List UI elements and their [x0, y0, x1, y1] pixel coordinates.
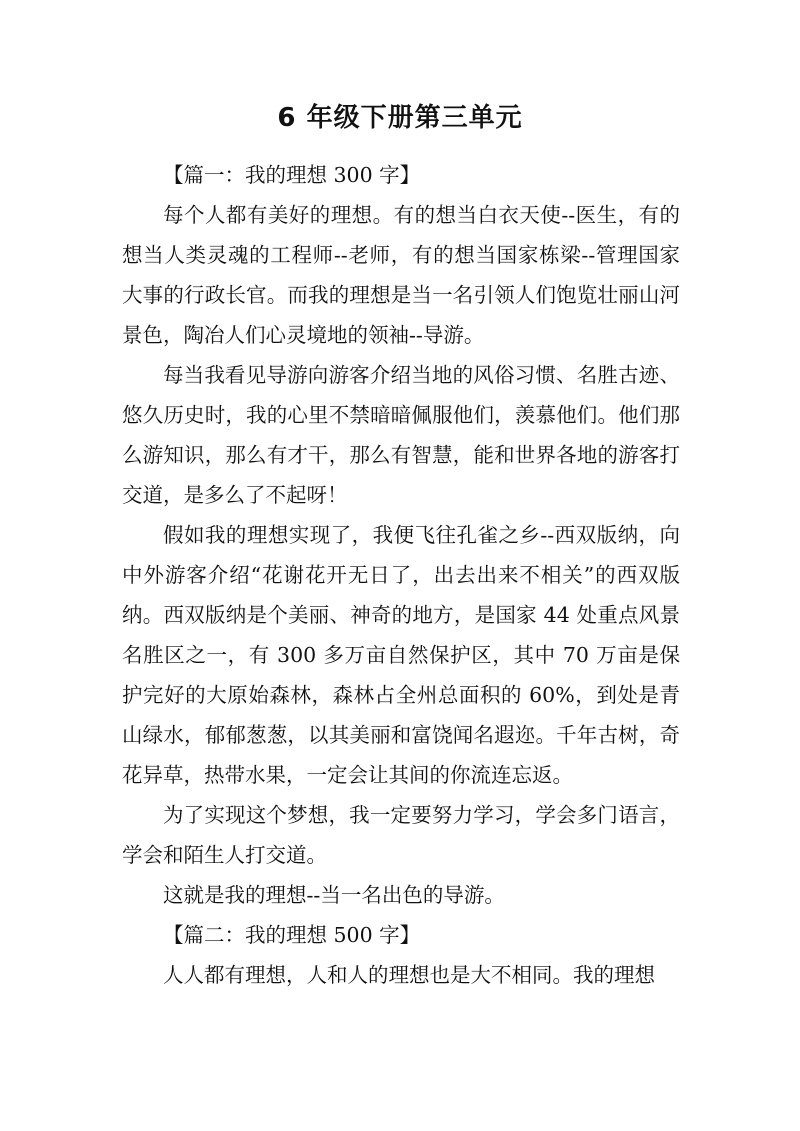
document-title: 6 年级下册第三单元: [277, 103, 523, 133]
paragraph: 假如我的理想实现了，我便飞往孔雀之乡--西双版纳，向中外游客介绍“花谢花开无日了，出去出来不相关”的西双版纳。西双版纳是个美丽、神奇的地方，是国家 44 处重点风景名胜区之一，有 300 多万亩自然保护区，其中 70 万亩是保护完好的大原始森林，森林占全州总面积的 60%，到处是青山绿水，郁郁葱葱，以其美丽和富饶闻名遐迩。千年古树，奇花异草，热带水果，一定会让其间的你流连忘返。: [122, 523, 680, 787]
section-heading: 【篇一：我的理想 300 字】: [163, 163, 421, 187]
paragraph: 每当我看见导游向游客介绍当地的风俗习惯、名胜古迹、悠久历史时，我的心里不禁暗暗佩服他们，羡慕他们。他们那么游知识，那么有才干，那么有智慧，能和世界各地的游客打交道，是多么了不起呀！: [122, 363, 680, 507]
paragraph: 每个人都有美好的理想。有的想当白衣天使--医生，有的想当人类灵魂的工程师--老师，有的想当国家栋梁--管理国家大事的行政长官。而我的理想是当一名引领人们饱览壮丽山河景色，陶冶人们心灵境地的领袖--导游。: [122, 203, 680, 347]
section-heading: 【篇二：我的理想 500 字】: [163, 923, 421, 947]
paragraph: 人人都有理想，人和人的理想也是大不相同。我的理想: [163, 963, 655, 987]
paragraph: 为了实现这个梦想，我一定要努力学习，学会多门语言，学会和陌生人打交道。: [122, 803, 680, 867]
paragraph: 这就是我的理想--当一名出色的导游。: [163, 883, 505, 907]
document-body: [122, 155, 680, 995]
